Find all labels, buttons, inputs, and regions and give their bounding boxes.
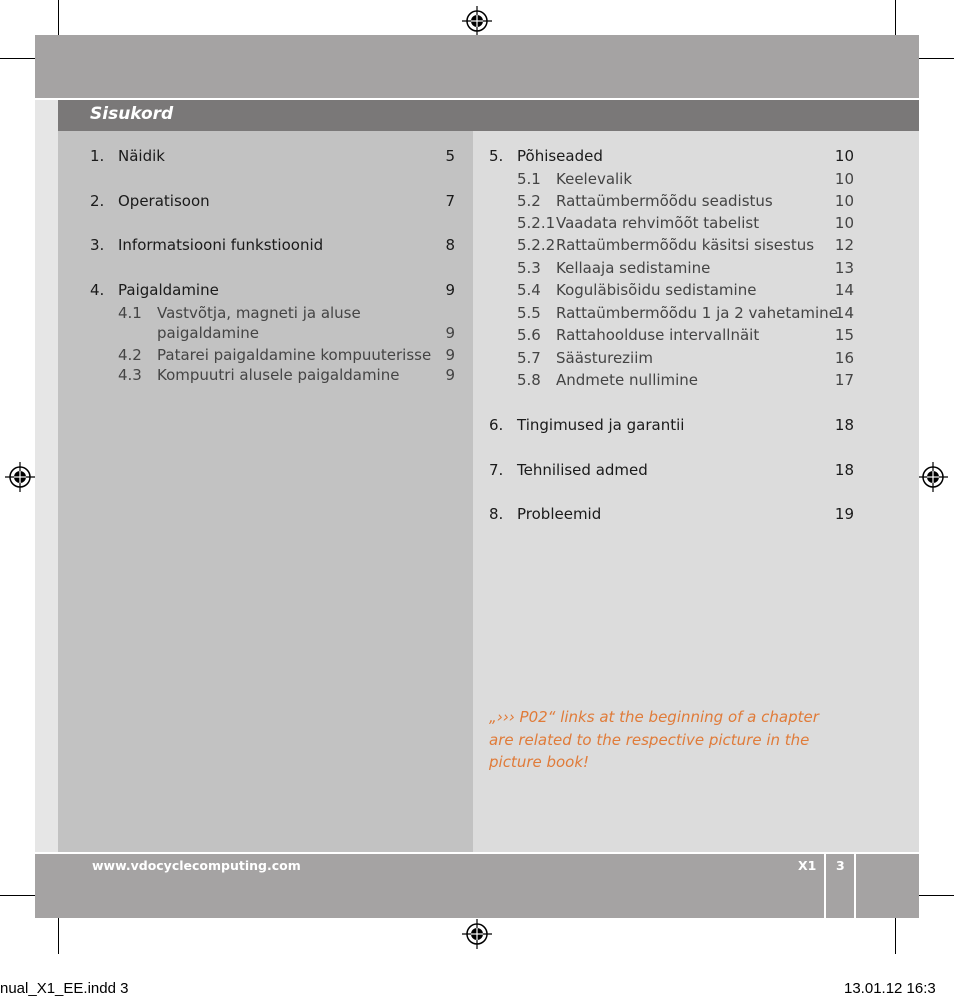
toc-subentry-page: 10	[834, 192, 854, 210]
toc-subentry-page: 12	[834, 236, 854, 254]
footer-website-link[interactable]: www.vdocyclecomputing.com	[92, 858, 301, 873]
toc-entry-label: Põhiseaded	[517, 147, 603, 165]
toc-subentry-page: 17	[834, 371, 854, 389]
toc-subentry-number: 4.3	[118, 366, 142, 384]
toc-subentry-number: 5.2.2	[517, 236, 556, 254]
crop-mark	[58, 912, 59, 954]
toc-entry[interactable]	[90, 281, 455, 300]
toc-entry-page: 10	[834, 147, 854, 165]
toc-subentry-label: Vaadata rehvimõõt tabelist	[556, 214, 760, 232]
registration-mark-icon	[462, 919, 492, 949]
toc-subentry[interactable]	[118, 366, 455, 385]
toc-entry[interactable]	[489, 461, 854, 480]
toc-subentry[interactable]	[517, 304, 854, 323]
toc-subentry-label: Säästureziim	[556, 349, 653, 367]
toc-subentry-label-continued: paigaldamine	[157, 324, 259, 342]
toc-entry-label: Informatsiooni funkstioonid	[118, 236, 324, 254]
toc-subentry-label: Kompuutri alusele paigaldamine	[157, 366, 400, 384]
toc-subentry-number: 4.2	[118, 346, 142, 364]
toc-entry-label: Operatisoon	[118, 192, 210, 210]
toc-subentry-number: 5.2	[517, 192, 541, 210]
toc-entry-number: 4.	[90, 281, 105, 299]
toc-subentry-number: 5.8	[517, 371, 541, 389]
toc-entry[interactable]	[90, 192, 455, 211]
toc-subentry[interactable]	[517, 192, 854, 211]
toc-subentry-number: 4.1	[118, 304, 142, 322]
toc-entry-number: 1.	[90, 147, 105, 165]
toc-entry[interactable]	[489, 505, 854, 524]
picture-book-note: „››› P02“ links at the beginning of a chapter are related to the respective picture in the picture book!	[489, 708, 819, 771]
toc-subentry[interactable]	[517, 281, 854, 300]
toc-subentry[interactable]	[517, 371, 854, 390]
toc-subentry-label: Patarei paigaldamine kompuuterisse	[157, 346, 432, 364]
toc-subentry-label: Koguläbisõidu sedistamine	[556, 281, 757, 299]
toc-entry-number: 6.	[489, 416, 504, 434]
toc-entry-page: 7	[445, 192, 455, 210]
footer-model: X1	[798, 858, 817, 873]
toc-entry-number: 3.	[90, 236, 105, 254]
crop-mark	[895, 912, 896, 954]
toc-subentry-page: 10	[834, 214, 854, 232]
margin-strip	[35, 131, 58, 852]
toc-entry[interactable]	[489, 147, 854, 166]
title-accent	[35, 100, 58, 131]
toc-subentry-label: Vastvõtja, magneti ja aluse	[157, 304, 361, 322]
toc-entry-page: 5	[445, 147, 455, 165]
toc-subentry-label: Keelevalik	[556, 170, 633, 188]
toc-subentry[interactable]	[517, 214, 854, 233]
registration-mark-icon	[5, 462, 35, 492]
toc-entry-page: 18	[834, 416, 854, 434]
toc-entry-number: 5.	[489, 147, 504, 165]
toc-subentry-label: Rattaümbermõõdu käsitsi sisestus	[556, 236, 815, 254]
toc-subentry-label: Kellaaja sedistamine	[556, 259, 711, 277]
toc-subentry-label: Rattaümbermõõdu seadistus	[556, 192, 773, 210]
page-title: Sisukord	[90, 104, 174, 124]
toc-subentry-page: 14	[834, 304, 854, 322]
toc-subentry-page: 14	[834, 281, 854, 299]
toc-subentry-label: Rattaümbermõõdu 1 ja 2 vahetamine	[556, 304, 838, 322]
toc-subentry[interactable]	[517, 349, 854, 368]
toc-subentry-number: 5.4	[517, 281, 541, 299]
header-band	[35, 35, 919, 98]
toc-entry-page: 9	[445, 281, 455, 299]
toc-entry-page: 18	[834, 461, 854, 479]
toc-subentry-number: 5.5	[517, 304, 541, 322]
toc-subentry-number: 5.2.1	[517, 214, 556, 232]
toc-subentry[interactable]	[517, 170, 854, 189]
footer-divider	[824, 854, 826, 918]
toc-subentry-page: 16	[834, 349, 854, 367]
footer-divider	[854, 854, 856, 918]
toc-entry-label: Probleemid	[517, 505, 602, 523]
toc-entry-label: Tingimused ja garantii	[517, 416, 685, 434]
print-slug-timestamp: 13.01.12 16:3	[844, 980, 936, 997]
toc-subentry-page: 9	[445, 324, 455, 342]
toc-subentry-page: 13	[834, 259, 854, 277]
toc-entry[interactable]	[90, 147, 455, 166]
toc-subentry-page: 10	[834, 170, 854, 188]
toc-subentry[interactable]	[118, 346, 455, 365]
toc-subentry-number: 5.3	[517, 259, 541, 277]
toc-subentry-page: 9	[445, 366, 455, 384]
toc-subentry[interactable]	[118, 304, 455, 344]
toc-entry[interactable]	[90, 236, 455, 255]
toc-entry-page: 8	[445, 236, 455, 254]
print-slug-filename: nual_X1_EE.indd 3	[0, 980, 129, 997]
footer-page-number: 3	[836, 858, 845, 873]
registration-mark-icon	[462, 6, 492, 36]
toc-subentry[interactable]	[517, 236, 854, 255]
registration-mark-icon	[918, 462, 948, 492]
toc-subentry-page: 15	[834, 326, 854, 344]
toc-entry-number: 8.	[489, 505, 504, 523]
toc-subentry[interactable]	[517, 326, 854, 345]
toc-subentry-number: 5.7	[517, 349, 541, 367]
toc-entry[interactable]	[489, 416, 854, 435]
toc-subentry-label: Andmete nullimine	[556, 371, 699, 389]
toc-subentry-label: Rattahoolduse intervallnäit	[556, 326, 760, 344]
toc-entry-label: Tehnilised admed	[517, 461, 648, 479]
toc-entry-number: 2.	[90, 192, 105, 210]
toc-entry-number: 7.	[489, 461, 504, 479]
toc-subentry[interactable]	[517, 259, 854, 278]
toc-entry-label: Paigaldamine	[118, 281, 219, 299]
toc-subentry-number: 5.1	[517, 170, 541, 188]
toc-entry-page: 19	[834, 505, 854, 523]
toc-subentry-page: 9	[445, 346, 455, 364]
toc-subentry-number: 5.6	[517, 326, 541, 344]
toc-entry-label: Näidik	[118, 147, 165, 165]
